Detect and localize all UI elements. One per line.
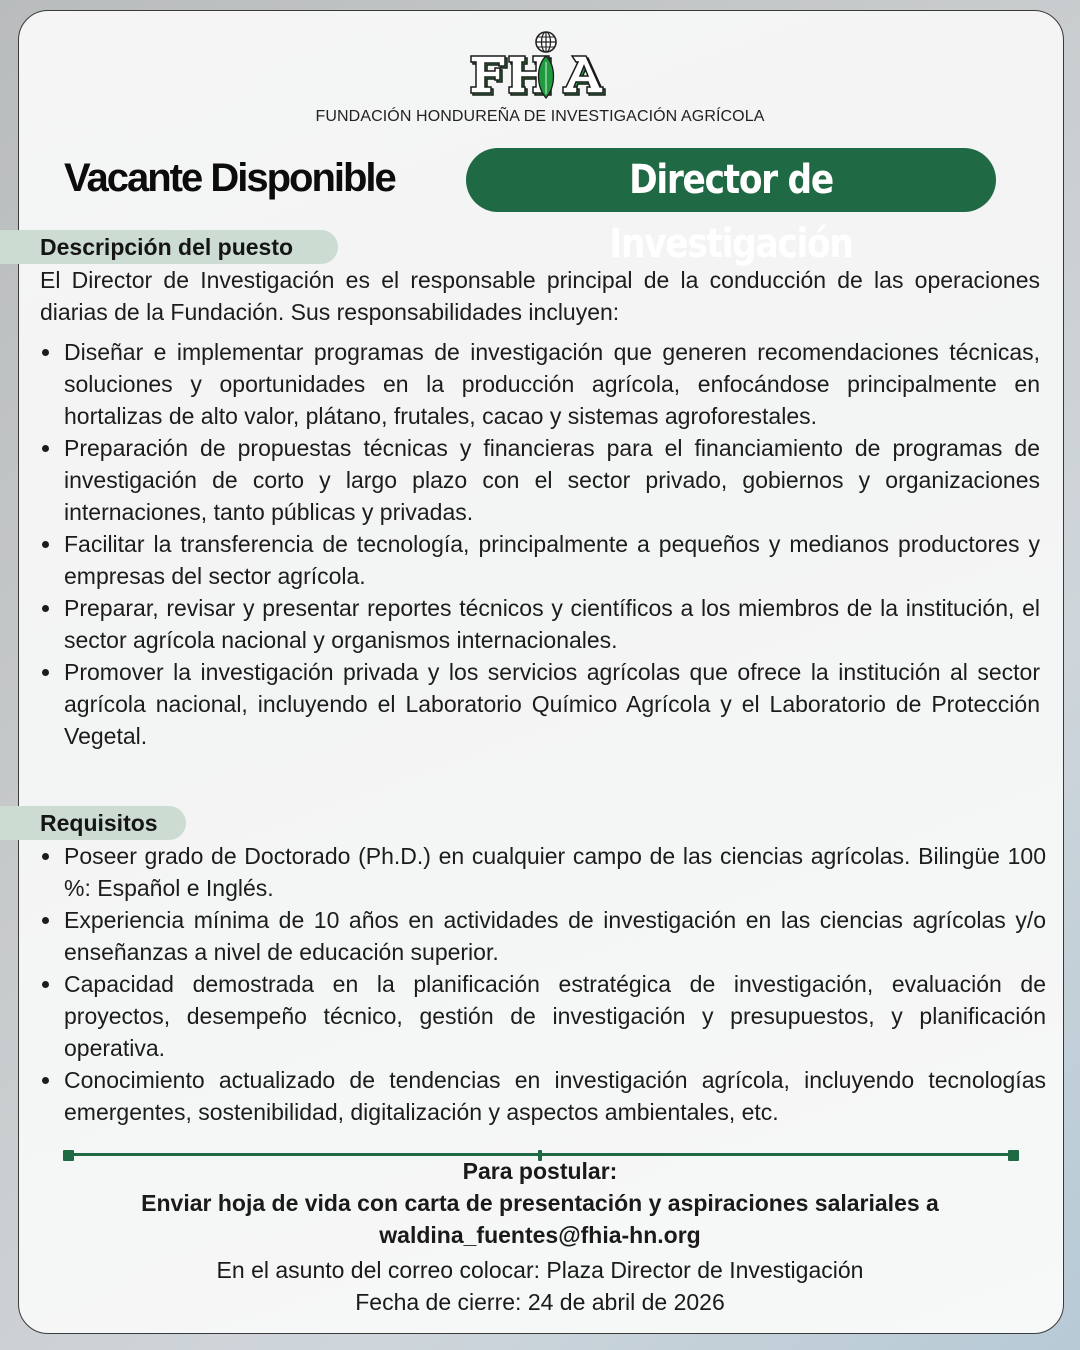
list-item [40,592,1040,656]
fhia-logo-icon [470,30,610,104]
list-item [40,432,1040,528]
position-title: Director de Investigación [609,157,853,267]
list-item-text: Preparar, revisar y presentar reportes técnicos y científicos a los miembros de la institución, el sector agrícola nacional y organismos internacionales. [64,595,1040,653]
apply-email-link[interactable]: waldina_fuentes@fhia-hn.org [379,1222,701,1248]
apply-deadline: Fecha de cierre: 24 de abril de 2026 [355,1289,725,1315]
bullet-icon [42,669,49,676]
list-item-text: Promover la investigación privada y los servicios agrícolas que ofrece la institución al sector agrícola nacional, incluyendo el Laboratorio Químico Agrícola y el Laboratorio de Protección Vegetal. [64,659,1040,749]
description-section [40,264,1040,752]
apply-subject: En el asunto del correo colocar: Plaza Director de Investigación [216,1257,864,1283]
list-item [40,1064,1046,1128]
bullet-icon [42,853,49,860]
list-item-text: Experiencia mínima de 10 años en actividades de investigación en las ciencias agrícolas y/o enseñanzas a nivel de educación superior. [64,907,1046,965]
apply-heading: Para postular: [462,1158,618,1184]
list-item-text: Diseñar e implementar programas de investigación que generen recomendaciones técnicas, soluciones y oportunidades en la producción agrícola, enfocándose principalmente en hortalizas de alto valor, plátano, frutales, cacao y sistemas agroforestales. [64,339,1040,429]
globe-icon [536,32,556,52]
bullet-icon [42,541,49,548]
requirements-list [40,840,1046,1128]
bullet-icon [42,605,49,612]
list-item-text: Poseer grado de Doctorado (Ph.D.) en cualquier campo de las ciencias agrícolas. Bilingüe 100 %: Español e Inglés. [64,843,1046,901]
description-heading: Descripción del puesto [0,230,338,264]
list-item-text: Facilitar la transferencia de tecnología, principalmente a pequeños y medianos productores y empresas del sector agrícola. [64,531,1040,589]
fhia-logo [0,30,1080,104]
description-intro: El Director de Investigación es el responsable principal de la conducción de las operaciones diarias de la Fundación. Sus responsabilidades incluyen: [40,267,1040,325]
list-item [40,656,1040,752]
list-item [40,904,1046,968]
bullet-icon [42,917,49,924]
list-item [40,336,1040,432]
requirements-heading: Requisitos [0,806,186,840]
bullet-icon [42,445,49,452]
bullet-icon [42,981,49,988]
list-item [40,528,1040,592]
vacancy-label: Vacante Disponible [64,156,395,200]
position-title-badge [466,148,996,267]
list-item-text: Conocimiento actualizado de tendencias en investigación agrícola, incluyendo tecnologías emergentes, sostenibilidad, digitalización y aspectos ambientales, etc. [64,1067,1046,1125]
responsibilities-list [40,336,1040,752]
apply-instruction: Enviar hoja de vida con carta de presentación y aspiraciones salariales a [141,1190,939,1216]
list-item-text: Preparación de propuestas técnicas y financieras para el financiamiento de programas de investigación de corto y largo plazo con el sector privado, gobiernos y organizaciones internaciones, tanto públicas y privadas. [64,435,1040,525]
bullet-icon [42,1077,49,1084]
list-item-text: Capacidad demostrada en la planificación estratégica de investigación, evaluación de proyectos, desempeño técnico, gestión de investigación y presupuestos, y planificación operativa. [64,971,1046,1061]
list-item [40,968,1046,1064]
list-item [40,840,1046,904]
requirements-section [40,840,1046,1128]
bullet-icon [42,349,49,356]
organization-name: FUNDACIÓN HONDUREÑA DE INVESTIGACIÓN AGRÍCOLA [315,108,765,125]
